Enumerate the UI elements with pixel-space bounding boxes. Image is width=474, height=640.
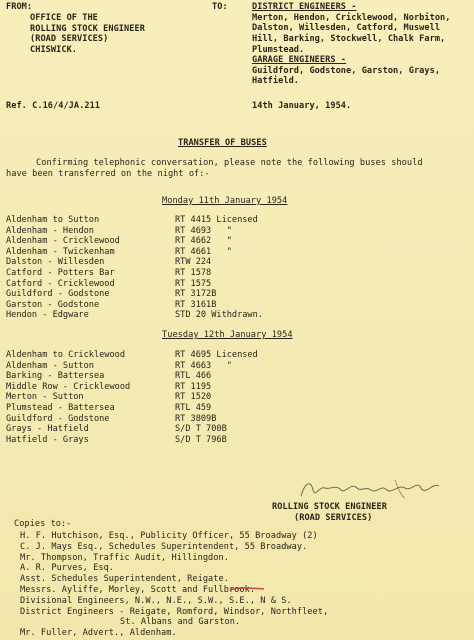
transfer-route: Aldenham - Twickenham	[6, 246, 115, 257]
transfer-row	[0, 279, 474, 290]
transfer-vehicle: RTW 224	[175, 257, 212, 268]
copy-recipient: C. J. Mays Esq., Schedules Superintendent, 55 Broadway.	[20, 541, 308, 552]
transfer-route: Dalston - Willesden	[6, 257, 105, 268]
from-line-2: ROLLING STOCK ENGINEER	[30, 23, 145, 34]
intro-line-2: have been transferred on the night of:-	[6, 168, 210, 179]
transfer-row	[0, 289, 474, 300]
date: 14th January, 1954.	[252, 101, 352, 111]
transfer-vehicle: RT 4662 "	[175, 236, 232, 247]
copy-recipient: Messrs. Ayliffe, Morley, Scott and Fullbrook.	[20, 584, 256, 595]
transfer-route: Plumstead - Battersea	[6, 402, 115, 413]
transfer-vehicle: RT 4695 Licensed	[175, 350, 258, 360]
transfer-row	[0, 236, 474, 247]
transfer-route: Barking - Battersea	[6, 371, 105, 382]
reference: Ref. C.16/4/JA.211	[6, 101, 101, 111]
transfer-vehicle: RT 3161B	[175, 299, 217, 310]
copy-recipient: Mr. Thompson, Traffic Audit, Hillingdon.	[20, 552, 229, 563]
to-line-4: Plumstead.	[252, 44, 305, 55]
transfer-vehicle: S/D T 700B	[175, 424, 227, 435]
transfer-row	[0, 257, 474, 268]
transfer-vehicle: S/D T 796B	[175, 434, 227, 445]
transfer-row	[0, 226, 474, 237]
to-line-5: Guildford, Godstone, Garston, Grays,	[252, 65, 441, 76]
to-line-6: Hatfield.	[252, 76, 300, 87]
transfer-row	[0, 435, 474, 446]
from-label: FROM:	[6, 2, 33, 12]
transfer-vehicle: RT 1578	[175, 267, 212, 278]
transfer-route: Aldenham - Cricklewood	[6, 236, 120, 247]
signature-title-1: ROLLING STOCK ENGINEER	[272, 502, 387, 512]
from-line-4: CHISWICK.	[30, 44, 78, 55]
transfer-list-monday	[0, 215, 474, 321]
transfer-route: Guildford - Godstone	[6, 289, 110, 300]
transfer-row	[0, 268, 474, 279]
transfer-vehicle: RTL 459	[175, 402, 212, 413]
transfer-route: Grays - Hatfield	[6, 424, 89, 435]
transfer-vehicle: RT 1520	[175, 392, 212, 403]
intro-line-1: Confirming telephonic conversation, please note the following buses should	[36, 158, 423, 168]
transfer-route: Middle Row - Cricklewood	[6, 381, 131, 392]
red-pencil-mark	[228, 585, 268, 593]
to-line-1: Merton, Hendon, Cricklewood, Norbiton,	[252, 12, 451, 23]
copy-recipient: District Engineers - Reigate, Romford, Windsor, Northfleet,	[20, 606, 329, 617]
from-line-3: (ROAD SERVICES)	[30, 34, 109, 45]
transfer-route: Aldenham - Sutton	[6, 360, 94, 371]
transfer-row	[0, 445, 474, 456]
transfer-row	[0, 392, 474, 403]
transfer-route: Merton - Sutton	[6, 392, 84, 403]
transfer-route: Guildford - Godstone	[6, 413, 110, 424]
transfer-vehicle: RT 4663 "	[175, 360, 232, 371]
transfer-vehicle: RT 3809B	[175, 413, 217, 424]
transfer-row	[0, 414, 474, 425]
section-heading-monday: Monday 11th January 1954	[162, 196, 288, 206]
signature-title-2: (ROAD SERVICES)	[294, 513, 373, 523]
transfer-row	[0, 424, 474, 435]
transfer-row	[0, 300, 474, 311]
transfer-row	[0, 371, 474, 382]
transfer-route: Aldenham - Hendon	[6, 225, 94, 236]
transfer-row	[0, 215, 474, 226]
copy-recipient: St. Albans and Garston.	[120, 617, 241, 628]
copy-recipient: H. F. Hutchison, Esq., Publicity Officer, 55 Broadway (2)	[20, 531, 318, 541]
copy-recipient: Mr. Fuller, Advert., Aldenham.	[20, 628, 177, 639]
transfer-route: Catford - Potters Bar	[6, 267, 115, 278]
transfer-row	[0, 361, 474, 372]
transfer-route: Aldenham to Cricklewood	[6, 350, 125, 360]
to-line-2: Dalston, Willesden, Catford, Muswell	[252, 23, 441, 34]
transfer-route: Aldenham to Sutton	[6, 215, 100, 225]
transfer-row	[0, 247, 474, 258]
to-group-garage: GARAGE ENGINEERS -	[252, 55, 347, 66]
to-group-district: DISTRICT ENGINEERS -	[252, 2, 357, 12]
transfer-row	[0, 403, 474, 414]
transfer-list-tuesday	[0, 350, 474, 456]
transfer-route: Hatfield - Grays	[6, 434, 89, 445]
transfer-row	[0, 382, 474, 393]
transfer-vehicle: RT 1575	[175, 278, 212, 289]
transfer-vehicle: RTL 466	[175, 371, 212, 382]
transfer-route: Garston - Godstone	[6, 299, 100, 310]
transfer-vehicle: RT 3172B	[175, 289, 217, 300]
to-line-3: Hill, Barking, Stockwell, Chalk Farm,	[252, 34, 446, 44]
transfer-vehicle: RT 4693 "	[175, 225, 232, 236]
from-line-1: OFFICE OF THE	[30, 13, 98, 23]
copies-label: Copies to:-	[14, 519, 72, 529]
transfer-vehicle: RT 4661 "	[175, 246, 232, 257]
to-label: TO:	[212, 2, 228, 12]
copy-recipient: Divisional Engineers, N.W., N.E., S.W., S.E., N & S.	[20, 595, 292, 606]
copy-recipient: A. R. Purves, Esq.	[20, 563, 115, 574]
transfer-route: Catford - Cricklewood	[6, 278, 115, 289]
transfer-vehicle: RT 4415 Licensed	[175, 215, 258, 225]
transfer-route: Hendon - Edgware	[6, 310, 89, 321]
copy-recipient: Asst. Schedules Superintendent, Reigate.	[20, 574, 229, 585]
transfer-row	[0, 310, 474, 321]
section-heading-tuesday: Tuesday 12th January 1954	[162, 330, 293, 340]
transfer-vehicle: STD 20 Withdrawn.	[175, 310, 263, 321]
transfer-vehicle: RT 1195	[175, 381, 212, 392]
document-title: TRANSFER OF BUSES	[178, 138, 267, 148]
transfer-row	[0, 350, 474, 361]
handwritten-signature	[295, 476, 445, 502]
